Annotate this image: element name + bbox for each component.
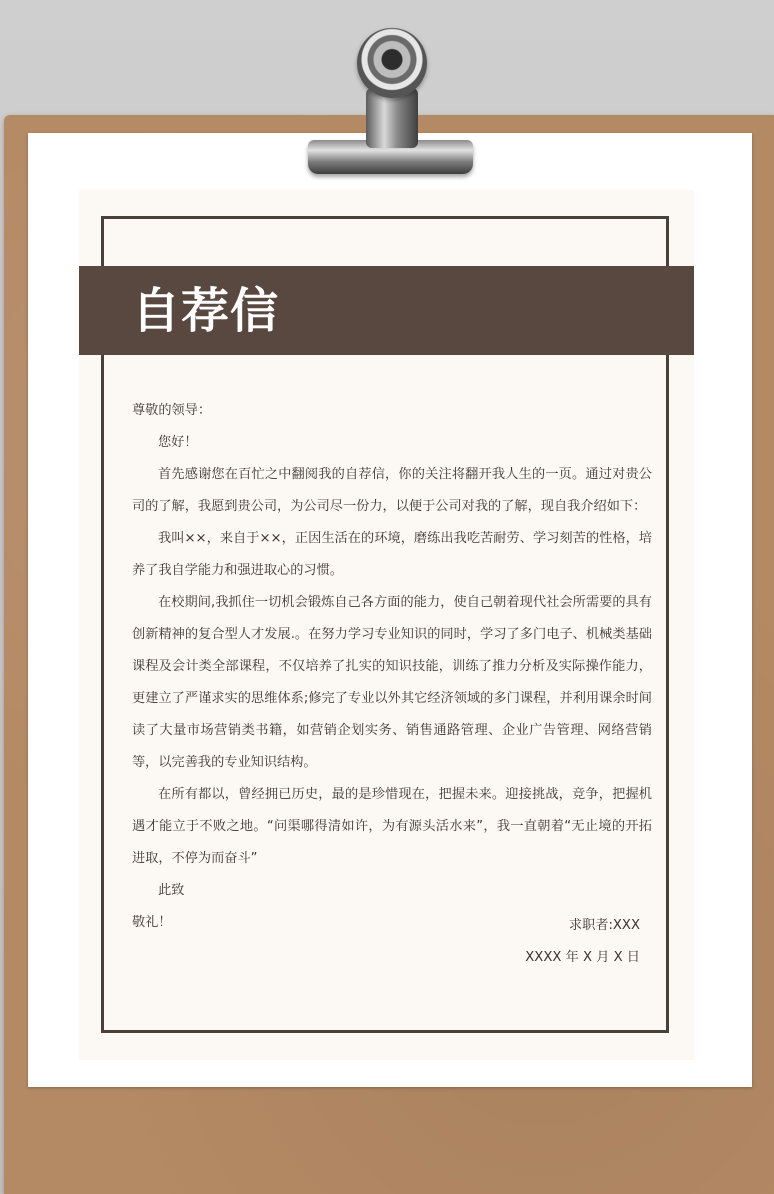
greeting: 您好！ (158, 435, 198, 450)
paragraph-self-introduction: 我叫××，来自于××，正因生活在的环境，磨练出我吃苦耐劳、学习刻苦的性格，培养了我自学能力和强进取心的习惯。 (132, 531, 652, 578)
paragraph-school-experience: 在校期间,我抓住一切机会锻炼自己各方面的能力，使自己朝着现代社会所需要的具有创新精神的复合型人才发展.。在努力学习专业知识的同时，学习了多门电子、机械类基础课程及会计类全部课程，不仅培养了扎实的知识技能，训练了推力分析及实际操作能力，更建立了严谨求实的思维体系;修完了专业以外其它经济领域的多门课程，并利用课余时间读了大量市场营销类书籍，如营销企划实务、销售通路管理、企业广告管理、网络营销等，以完善我的专业知识结构。 (132, 595, 652, 770)
closing: 此致 (158, 883, 185, 898)
salutation: 尊敬的领导： (132, 403, 212, 418)
signature: 求职者:XXX (568, 918, 640, 933)
letter-title: 自荐信 (132, 283, 280, 339)
letter-body (132, 395, 652, 939)
signature-date: XXXX 年 X 月 X 日 (525, 950, 640, 965)
paragraph-intro: 首先感谢您在百忙之中翻阅我的自荐信，你的关注将翻开我人生的一页。通过对贵公司的了解，我愿到贵公司，为公司尽一份力，以便于公司对我的了解，现自我介绍如下： (132, 467, 652, 514)
binder-clip-ring (357, 28, 427, 98)
regards: 敬礼！ (132, 915, 172, 930)
paragraph-aspiration: 在所有都以，曾经拥已历史，最的是珍惜现在，把握未来。迎接挑战，竞争，把握机遇才能立于不败之地。“问渠哪得清如许，为有源头活水来”，我一直朝着“无止境的开拓进取，不停为而奋斗” (132, 787, 652, 866)
